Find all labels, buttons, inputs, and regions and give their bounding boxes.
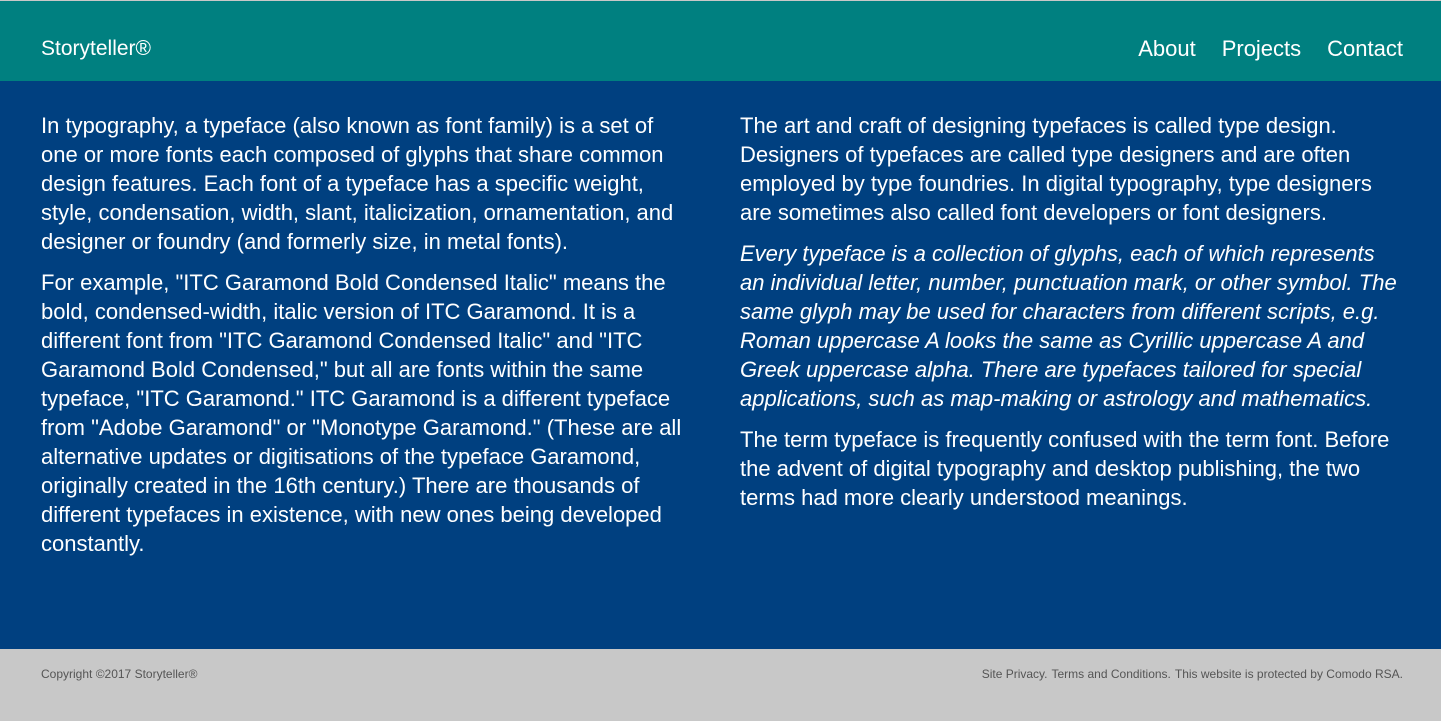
paragraph-type-design: The art and craft of designing typefaces is called type design. Designers of typefaces are called type designers and are often employed by type foundries. In digital typography, type designers are sometimes also called font developers or font designers. (740, 113, 1372, 225)
paragraph-glyphs: Every typeface is a collection of glyphs, each of which represents an individual letter, number, punctuation mark, or other symbol. The same glyph may be used for characters from different scripts, e.g. Roman uppercase A looks the same as Cyrillic uppercase A and Greek uppercase alpha. There are typefaces tailored for special applications, such as map-making or astrology and mathematics. (740, 241, 1397, 411)
footer-legal-links (982, 666, 1403, 682)
paragraph-typeface-vs-font: The term typeface is frequently confused with the term font. Before the advent of digital typography and desktop publishing, the two terms had more clearly understood meanings. (740, 427, 1390, 510)
nav-link-about[interactable]: About (1138, 36, 1196, 61)
security-notice: This website is protected by Comodo RSA. (1174, 667, 1403, 681)
nav-link-contact[interactable]: Contact (1327, 36, 1403, 61)
paragraph-garamond-example: For example, "ITC Garamond Bold Condensed Italic" means the bold, condensed-width, italic version of ITC Garamond. It is a different font from "ITC Garamond Condensed Italic" and "ITC Garamond Bold Condensed," but all are fonts within the same typeface, "ITC Garamond." ITC Garamond is a different typeface from "Adobe Garamond" or "Monotype Garamond." (These are all alternative updates or digitisations of the typeface Garamond, originally created in the 16th century.) There are thousands of different typefaces in existence, with new ones being developed constantly. (41, 270, 682, 556)
main-content (0, 81, 1441, 649)
paragraph-typeface-definition: In typography, a typeface (also known as font family) is a set of one or more fonts each composed of glyphs that share common design features. Each font of a typeface has a specific weight, style, condensation, width, slant, italicization, ornamentation, and designer or foundry (and formerly size, in metal fonts). (41, 113, 674, 254)
site-footer (0, 649, 1441, 721)
content-column-right (740, 111, 1402, 524)
content-column-left (41, 111, 696, 570)
site-header (0, 0, 1441, 81)
main-nav (1138, 34, 1403, 64)
nav-link-projects[interactable]: Projects (1221, 36, 1302, 61)
terms-link[interactable]: Terms and Conditions. (1051, 667, 1171, 681)
copyright-text: Copyright ©2017 Storyteller® (41, 667, 198, 681)
brand-logo-link[interactable]: Storyteller® (41, 37, 152, 60)
site-privacy-link[interactable]: Site Privacy. (981, 667, 1048, 681)
